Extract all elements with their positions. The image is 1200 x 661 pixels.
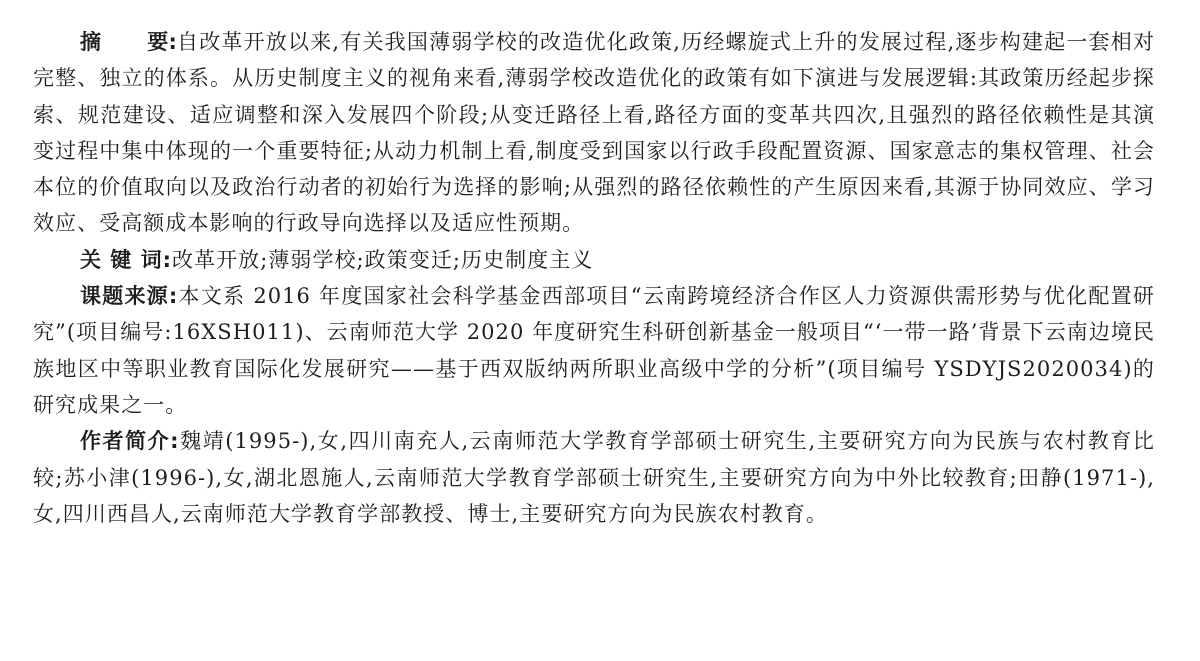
abstract-paragraph <box>33 24 1155 242</box>
keywords-label: 关 键 词: <box>80 247 173 272</box>
funding-text: 本文系 2016 年度国家社会科学基金西部项目“云南跨境经济合作区人力资源供需形势与优化配置研究”(项目编号:16XSH011)、云南师范大学 2020 年度研究生科研创新基金一般项目“‘一带一路’背景下云南边境民族地区中等职业教育国际化发展研究——基于西双版纳两所职业高级中学的分析”(项目编号 YSDYJS2020034)的研究成果之一。 <box>33 284 1155 417</box>
funding-label: 课题来源: <box>80 284 179 309</box>
authors-label: 作者简介: <box>80 429 180 454</box>
authors-text: 魏靖(1995-),女,四川南充人,云南师范大学教育学部硕士研究生,主要研究方向为民族与农村教育比较;苏小津(1996-),女,湖北恩施人,云南师范大学教育学部硕士研究生,主要研究方向为中外比较教育;田静(1971-),女,四川西昌人,云南师范大学教育学部教授、博士,主要研究方向为民族农村教育。 <box>33 429 1155 526</box>
keywords-text: 改革开放;薄弱学校;政策变迁;历史制度主义 <box>172 247 594 272</box>
authors-paragraph <box>33 423 1155 532</box>
keywords-paragraph <box>33 242 1155 278</box>
abstract-text: 自改革开放以来,有关我国薄弱学校的改造优化政策,历经螺旋式上升的发展过程,逐步构建起一套相对完整、独立的体系。从历史制度主义的视角来看,薄弱学校改造优化的政策有如下演进与发展逻辑:其政策历经起步探索、规范建设、适应调整和深入发展四个阶段;从变迁路径上看,路径方面的变革共四次,且强烈的路径依赖性是其演变过程中集中体现的一个重要特征;从动力机制上看,制度受到国家以行政手段配置资源、国家意志的集权管理、社会本位的价值取向以及政治行动者的初始行为选择的影响;从强烈的路径依赖性的产生原因来看,其源于协同效应、学习效应、受高额成本影响的行政导向选择以及适应性预期。 <box>33 30 1156 236</box>
article-front-matter <box>33 24 1155 532</box>
abstract-label-second: 要 <box>147 30 169 54</box>
funding-paragraph <box>33 278 1155 423</box>
abstract-label-colon: : <box>168 30 177 54</box>
abstract-label <box>80 30 177 54</box>
abstract-label-first: 摘 <box>80 30 102 54</box>
